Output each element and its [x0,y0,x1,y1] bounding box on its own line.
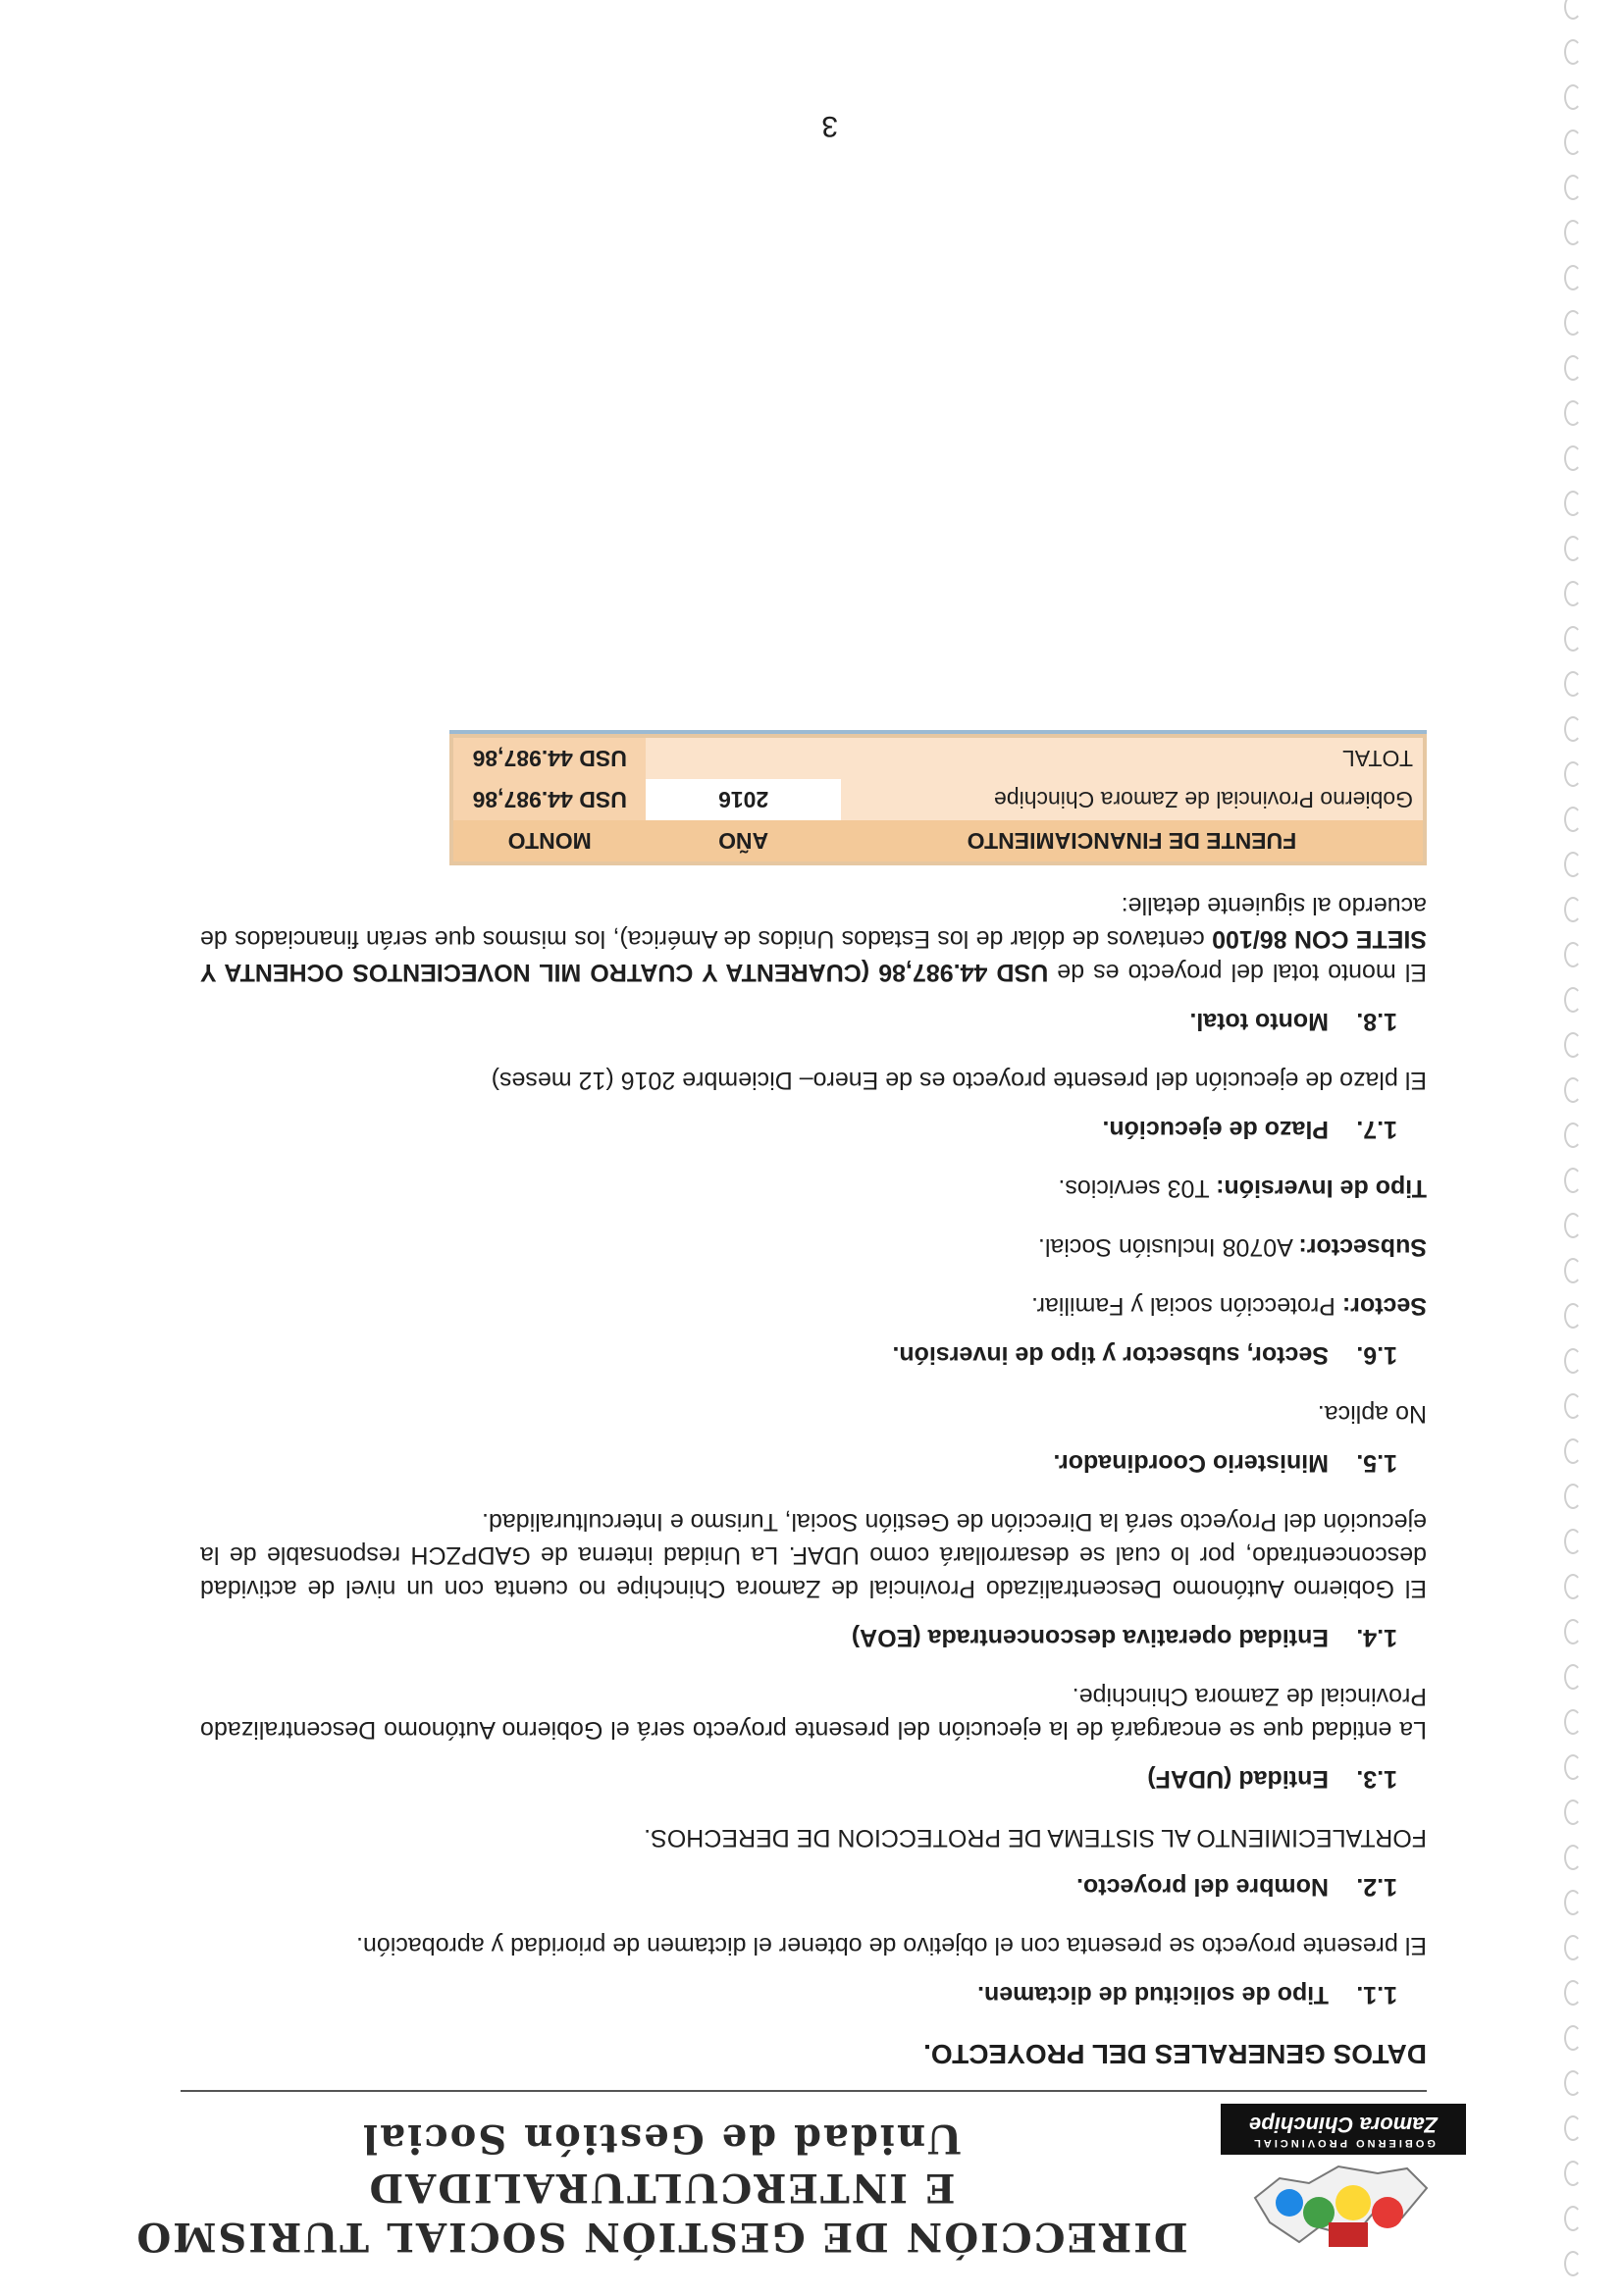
funding-source-cell: Gobierno Provincial de Zamora Chinchipe [841,779,1425,820]
section-number: 1.8. [1356,1008,1397,1035]
binding-ring [1564,175,1582,200]
letterhead-title-1: DIRECCIÓN DE GESTIÓN SOCIAL TURISMO [134,2214,1188,2260]
section-number: 1.2. [1356,1873,1397,1901]
binding-ring [1564,0,1582,20]
section-text: El presente proyecto se presenta con el objetivo de obtener el dictamen de prioridad y aprobación. [356,1932,1427,1959]
table-row [451,779,1425,820]
binding-ring [1564,2025,1582,2051]
binding-ring [1564,220,1582,245]
binding-ring [1564,84,1582,110]
table-header-row [451,820,1425,863]
document-title: DATOS GENERALES DEL PROYECTO. [923,2039,1427,2069]
binding-ring [1564,1213,1582,1238]
binding-ring [1564,1709,1582,1735]
binding-ring [1564,491,1582,516]
section-1-5 [200,1397,1427,1480]
binding-ring [1564,1168,1582,1193]
binding-ring [1564,445,1582,471]
binding-ring [1564,761,1582,787]
section-1-1 [200,1929,1427,2011]
binding-ring [1564,1754,1582,1780]
section-text: El Gobierno Autónomo Descentralizado Provincial de Zamora Chinchipe no cuenta con un nivel de actividad desconcentrado, por lo cual se desarrollará como UDAF. La Unidad interna de GADPZCH responsable de la ejecución del Proyecto será la Dirección de Gestión Social, Turismo e Interculturalidad. [200,1508,1427,1602]
total-amount-cell: USD 44.987,86 [451,736,646,779]
section-number: 1.4. [1356,1624,1397,1651]
section-heading [200,1978,1397,2011]
section-heading [200,1446,1397,1480]
province-map-icon [1240,2159,1446,2257]
provincial-logo [1221,2100,1466,2257]
binding-ring [1564,1438,1582,1464]
binding-ring [1564,1935,1582,1960]
binding-ring [1564,1574,1582,1599]
binding-ring [1564,1800,1582,1825]
section-1-2 [200,1821,1427,1904]
binding-ring [1564,536,1582,561]
binding-ring [1564,1529,1582,1554]
section-heading [200,1005,1397,1038]
total-amount-text [200,889,1427,989]
investment-type-line [200,1172,1427,1205]
binding-ring [1564,1845,1582,1870]
column-header: MONTO [451,820,646,863]
section-1-8 [200,734,1427,1038]
amount-cell: USD 44.987,86 [451,779,646,820]
section-heading [200,1870,1397,1904]
funding-table [449,734,1427,865]
binding-ring [1564,310,1582,336]
section-title: Sector, subsector y tipo de inversión. [892,1341,1329,1369]
section-number: 1.1. [1356,1981,1397,2009]
section-text: El plazo de ejecución del presente proyecto es de Enero– Diciembre 2016 (12 meses) [491,1067,1427,1094]
binding-ring [1564,1303,1582,1329]
binding-ring [1564,1348,1582,1374]
section-1-6 [200,1172,1427,1372]
document-body [200,734,1427,2070]
binding-ring [1564,1890,1582,1915]
binding-ring [1564,1122,1582,1148]
total-label-cell: TOTAL [646,736,1425,779]
binding-ring [1564,1484,1582,1509]
section-heading [200,1621,1397,1654]
binding-ring [1564,671,1582,697]
column-header: FUENTE DE FINANCIAMIENTO [841,820,1425,863]
section-text: No aplica. [1317,1400,1427,1428]
binding-ring [1564,1664,1582,1690]
section-number: 1.5. [1356,1449,1397,1477]
binding-ring [1564,626,1582,652]
table-total-row [451,736,1425,779]
section-1-7 [200,1064,1427,1146]
spiral-binding [1544,0,1603,2296]
binding-ring [1564,39,1582,65]
investment-type-value: T03 servicios. [1058,1174,1217,1202]
project-name: FORTALECIMIENTO AL SISTEMA DE PROTECCION DE DERECHOS. [644,1824,1427,1852]
year-cell: 2016 [646,779,840,820]
section-title: Nombre del proyecto. [1076,1873,1329,1901]
letterhead [112,2095,1466,2267]
binding-ring [1564,897,1582,922]
amount-text-outro: centavos de dólar de los Estados Unidos de América), los mismos que serán financiados de acuerdo al siguiente detalle: [200,892,1427,953]
section-title: Monto total. [1189,1008,1329,1035]
section-heading [200,1762,1397,1796]
section-title: Tipo de solicitud de dictamen. [977,1981,1329,2009]
section-number: 1.6. [1356,1341,1397,1369]
binding-ring [1564,1980,1582,2006]
subsector-label: Subsector: [1298,1233,1427,1261]
binding-ring [1564,355,1582,381]
subsector-value: A0708 Inclusión Social. [1037,1233,1299,1261]
binding-ring [1564,2161,1582,2186]
binding-ring [1564,2251,1582,2276]
amount-text-intro: El monto total del proyecto es de [1048,959,1427,986]
section-heading [200,1113,1397,1146]
header-divider [181,2090,1427,2092]
binding-ring [1564,130,1582,155]
binding-ring [1564,1258,1582,1283]
binding-ring [1564,2206,1582,2231]
binding-ring [1564,400,1582,426]
section-title: Entidad (UDAF) [1147,1765,1329,1793]
letterhead-titles [122,2113,1201,2261]
investment-type-label: Tipo de Inversión: [1216,1174,1427,1202]
section-1-3 [200,1680,1427,1796]
sector-value: Protección social y Familiar. [1031,1292,1342,1320]
binding-ring [1564,2070,1582,2096]
binding-ring [1564,942,1582,967]
binding-ring [1564,1619,1582,1644]
section-text: La entidad que se encargará de la ejecución del presente proyecto será el Gobierno Autónomo Descentralizado Provincial de Zamora Chinchipe. [200,1683,1427,1744]
binding-ring [1564,852,1582,877]
section-number: 1.3. [1356,1765,1397,1793]
section-1-4 [200,1505,1427,1654]
logo-text-top: GOBIERNO PROVINCIAL [1251,2137,1436,2149]
sector-line [200,1289,1427,1323]
binding-ring [1564,807,1582,832]
binding-ring [1564,1077,1582,1103]
column-header: AÑO [646,820,840,863]
logo-banner [1221,2104,1466,2155]
section-number: 1.7. [1356,1116,1397,1143]
binding-ring [1564,1393,1582,1419]
sector-label: Sector: [1341,1292,1427,1320]
letterhead-title-2: E INTERCULTURALIDAD [367,2165,956,2211]
binding-ring [1564,265,1582,290]
section-title: Plazo de ejecución. [1102,1116,1329,1143]
subsector-line [200,1230,1427,1264]
section-title: Entidad operativa desconcentrada (EOA) [851,1624,1329,1651]
section-title: Ministerio Coordinador. [1053,1449,1329,1477]
page-number: 3 [821,110,838,142]
amount-text-value: USD 44.987,86 (CUARENTA Y CUATRO MIL NOVECIENTOS OCHENTA Y SIETE CON 86/100 [199,925,1427,986]
binding-ring [1564,987,1582,1013]
binding-ring [1564,581,1582,606]
binding-ring [1564,1032,1582,1058]
binding-ring [1564,2115,1582,2141]
letterhead-title-3: Unidad de Gestión Social [361,2115,963,2162]
section-heading [200,1338,1397,1372]
binding-ring [1564,716,1582,742]
logo-text-bottom: Zamora Chinchipe [1249,2113,1438,2137]
